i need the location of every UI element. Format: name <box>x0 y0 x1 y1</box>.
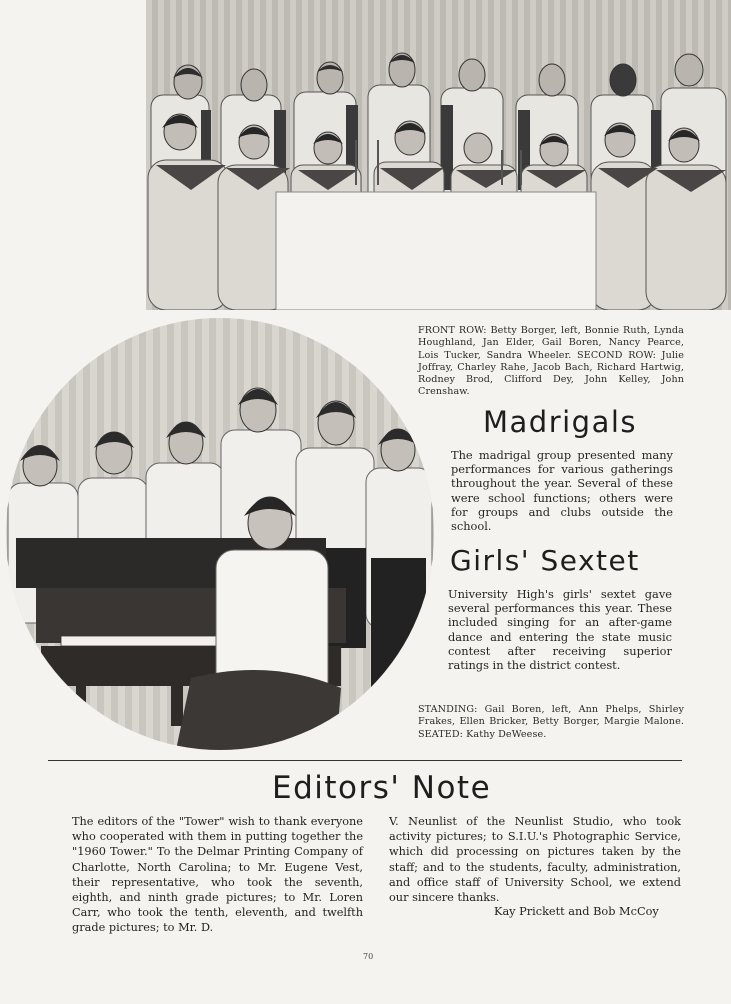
editors-note-column-2: V. Neunlist of the Neunlist Studio, who took activity pictures; to S.I.U.'s Photographic Service, which did processing on pictures taken by the staff; and to the students, faculty, administration, and office staff of University School, we extend our sincere thanks. <box>389 815 681 905</box>
section-divider <box>48 760 682 761</box>
sextet-photo-art <box>6 318 434 750</box>
sextet-caption: STANDING: Gail Boren, left, Ann Phelps, Shirley Frakes, Ellen Bricker, Betty Borger, Margie Malone. SEATED: Kathy DeWeese. <box>418 704 684 740</box>
editors-signature: Kay Prickett and Bob McCoy <box>494 905 659 918</box>
sextet-title: Girls' Sextet <box>450 544 640 577</box>
madrigals-caption: FRONT ROW: Betty Borger, left, Bonnie Ruth, Lynda Houghland, Jan Elder, Gail Boren, Nancy Pearce, Lois Tucker, Sandra Wheeler. SECOND ROW: Julie Joffray, Charley Rahe, Jacob Bach, Richard Hartwig, Rodney Brod, Clifford Dey, John Kelley, John Crenshaw. <box>418 325 684 398</box>
madrigals-photo-art <box>146 0 731 310</box>
sextet-photo <box>6 318 434 750</box>
page-number: 70 <box>363 952 374 961</box>
editors-note-column-1: The editors of the "Tower" wish to thank everyone who cooperated with them in putting together the "1960 Tower." To the Delmar Printing Company of Charlotte, North Carolina; to Mr. Eugene Vest, their representative, who took the seventh, eighth, and ninth grade pictures; to Mr. Loren Carr, who took the tenth, eleventh, and twelfth grade pictures; to Mr. D. <box>72 815 363 935</box>
sextet-body: University High's girls' sextet gave several performances this year. These included singing for an after-game dance and entering the state music contest after receiving superior ratings in the district contest. <box>448 587 672 673</box>
madrigals-body: The madrigal group presented many performances for various gatherings throughout the year. Several of these were school functions; others were for groups and clubs outside the school. <box>451 448 673 534</box>
editors-note-title: Editors' Note <box>272 770 492 806</box>
madrigals-title: Madrigals <box>483 405 638 439</box>
madrigals-photo <box>146 0 731 310</box>
